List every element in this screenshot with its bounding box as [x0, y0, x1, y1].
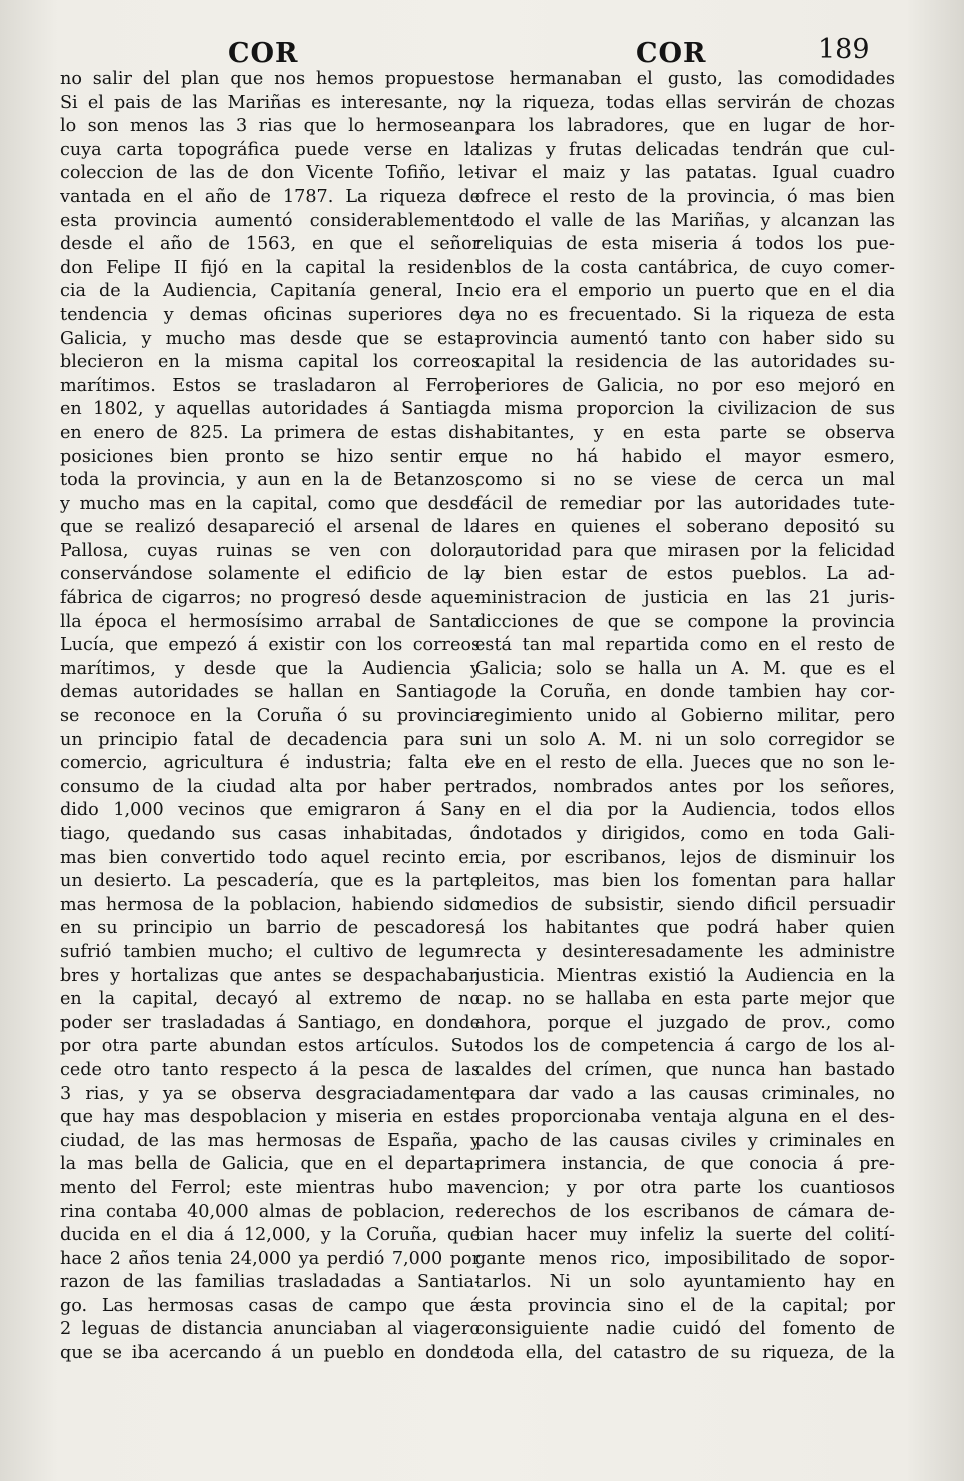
text-line: marítimos. Estos se trasladaron al Ferrol	[60, 375, 480, 396]
text-line: mento del Ferrol; este mientras hubo ma-	[60, 1177, 480, 1198]
text-line: como si no se viese de cerca un mal	[475, 470, 895, 491]
running-head-left: COR	[228, 38, 299, 69]
text-line: esta provincia aumentó considerablemente	[60, 210, 480, 231]
text-line: Galicia, y mucho mas desde que se esta-	[60, 328, 480, 349]
text-line: vantada en el año de 1787. La riqueza de	[60, 186, 480, 207]
text-line: tiago, quedando sus casas inhabitadas, ó	[60, 824, 480, 844]
text-line: y en el dia por la Audiencia, todos ellos	[475, 800, 895, 821]
text-line: que se iba acercando á un pueblo en donde	[60, 1343, 480, 1364]
text-line: reliquias de esta miseria á todos los pue-	[475, 234, 895, 255]
text-line: trados, nombrados antes por los señores,	[475, 776, 895, 797]
text-line: autoridad para que mirasen por la felicidad	[475, 540, 895, 561]
text-line: 2 leguas de distancia anunciaban al viagero	[60, 1319, 480, 1340]
text-line: tarlos. Ni un solo ayuntamiento hay en	[475, 1272, 895, 1293]
text-line: ducida en el dia á 12,000, y la Coruña, que	[60, 1225, 480, 1246]
text-line: rina contaba 40,000 almas de poblacion, re-	[60, 1201, 480, 1222]
text-line: demas autoridades se hallan en Santiago,	[60, 682, 480, 703]
text-line: en enero de 825. La primera de estas dis-	[60, 422, 480, 443]
text-line: la misma proporcion la civilizacion de sus	[475, 399, 895, 420]
text-line: cia, por escribanos, lejos de disminuir los	[475, 847, 895, 868]
text-line: todo el valle de las Mariñas, y alcanzan las	[475, 210, 895, 231]
text-line: comercio, agricultura é industria; falta el	[60, 753, 480, 774]
text-line: ahora, porque el juzgado de prov., como	[475, 1012, 895, 1033]
text-line: 3 rias, y ya se observa desgraciadamente	[60, 1083, 480, 1104]
text-line: capital la residencia de las autoridades su-	[475, 352, 895, 373]
text-line: tivar el maiz y las patatas. Igual cuadro	[475, 163, 895, 184]
text-line: pacho de las causas civiles y criminales en	[475, 1130, 895, 1151]
text-line: se reconoce en la Coruña ó su provincia	[60, 706, 480, 727]
text-line: y la riqueza, todas ellas servirán de chozas	[475, 92, 895, 113]
text-line: toda la provincia, y aun en la de Betanzos,	[60, 470, 480, 491]
text-line: consumo de la ciudad alta por haber per-	[60, 776, 480, 797]
page-number: 189	[818, 34, 870, 65]
text-line: esta provincia sino el de la capital; por	[475, 1295, 895, 1316]
text-line: la mas bella de Galicia, que en el departa-	[60, 1154, 480, 1175]
text-line: ve en el resto de ella. Jueces que no son le-	[475, 753, 895, 774]
text-line: posiciones bien pronto se hizo sentir en	[60, 446, 480, 467]
text-line: cio era el emporio un puerto que en el dia	[475, 281, 895, 302]
text-line: fábrica de cigarros; no progresó desde aque-	[60, 588, 480, 609]
right-text-column	[475, 68, 895, 1366]
text-line: cede otro tanto respecto á la pesca de las	[60, 1059, 480, 1080]
text-line: primera instancia, de que conocia á pre-	[475, 1154, 895, 1175]
text-line: lares en quienes el soberano depositó su	[475, 517, 895, 538]
text-line: coleccion de las de don Vicente Tofiño, le-	[60, 163, 480, 184]
text-line: está tan mal repartida como en el resto de	[475, 635, 895, 656]
text-line: lla época el hermosísimo arrabal de Santa	[60, 611, 480, 632]
text-line: dicciones de que se compone la provincia	[475, 611, 895, 632]
text-line: en la capital, decayó al extremo de no	[60, 989, 480, 1010]
text-line: consiguiente nadie cuidó del fomento de	[475, 1319, 895, 1340]
text-line: desde el año de 1563, en que el señor	[60, 234, 480, 255]
text-line: y mucho mas en la capital, como que desde	[60, 493, 480, 514]
text-line: justicia. Mientras existió la Audiencia en la	[475, 965, 895, 986]
text-line: Si el pais de las Mariñas es interesante, no	[60, 92, 480, 113]
text-line: en 1802, y aquellas autoridades á Santiago	[60, 399, 480, 420]
text-line: provincia aumentó tanto con haber sido su	[475, 328, 895, 349]
text-line: se hermanaban el gusto, las comodidades	[475, 69, 895, 89]
text-line: medios de subsistir, siendo dificil persuadir	[475, 894, 895, 915]
text-line: go. Las hermosas casas de campo que á	[60, 1295, 480, 1316]
text-line: caldes del crímen, que nunca han bastado	[475, 1059, 895, 1080]
text-line: no salir del plan que nos hemos propuesto.	[60, 69, 480, 89]
text-line: derechos de los escribanos de cámara de-	[475, 1201, 895, 1222]
text-line: sufrió tambien mucho; el cultivo de legum-	[60, 941, 480, 962]
text-line: ministracion de justicia en las 21 juris-	[475, 588, 895, 609]
text-line: regimiento unido al Gobierno militar, pero	[475, 706, 895, 727]
text-line: indotados y dirigidos, como en toda Gali-	[475, 824, 895, 844]
text-line: que se realizó desapareció el arsenal de la	[60, 517, 480, 538]
text-line: bian hacer muy infeliz la suerte del colití-	[475, 1225, 895, 1246]
text-line: un desierto. La pescadería, que es la parte	[60, 871, 480, 892]
text-line: dido 1,000 vecinos que emigraron á San-	[60, 800, 480, 821]
text-line: y bien estar de estos pueblos. La ad-	[475, 564, 895, 585]
text-line: ya no es frecuentado. Si la riqueza de esta	[475, 304, 895, 325]
text-line: habitantes, y en esta parte se observa	[475, 422, 895, 443]
text-line: gante menos rico, imposibilitado de sopor-	[475, 1248, 895, 1269]
text-line: pleitos, mas bien los fomentan para hallar	[475, 871, 895, 892]
text-line: tendencia y demas oficinas superiores de	[60, 304, 480, 325]
text-line: marítimos, y desde que la Audiencia y	[60, 658, 480, 679]
text-line: Lucía, que empezó á existir con los correos	[60, 635, 480, 656]
text-line: que no há habido el mayor esmero,	[475, 446, 895, 467]
running-head-right: COR	[636, 38, 707, 69]
left-text-column	[60, 68, 480, 1366]
text-line: en su principio un barrio de pescadores,	[60, 918, 480, 939]
text-line: Galicia; solo se halla un A. M. que es el	[475, 658, 895, 679]
text-line: bres y hortalizas que antes se despachaban	[60, 965, 480, 986]
text-line: don Felipe II fijó en la capital la residen-	[60, 257, 480, 278]
text-line: Pallosa, cuyas ruinas se ven con dolor,	[60, 540, 480, 561]
text-line: de la Coruña, en donde tambien hay cor-	[475, 682, 895, 703]
text-line: mas bien convertido todo aquel recinto en	[60, 847, 480, 868]
text-line: lo son menos las 3 rias que lo hermosean,	[60, 116, 480, 137]
text-line: todos los de competencia á cargo de los al-	[475, 1036, 895, 1057]
text-line: ofrece el resto de la provincia, ó mas bien	[475, 186, 895, 207]
text-line: poder ser trasladadas á Santiago, en donde	[60, 1012, 480, 1033]
text-line: blecieron en la misma capital los correos	[60, 352, 480, 373]
text-line: blos de la costa cantábrica, de cuyo comer-	[475, 257, 895, 278]
text-line: á los habitantes que podrá haber quien	[475, 918, 895, 939]
text-line: conservándose solamente el edificio de la	[60, 564, 480, 585]
text-line: fácil de remediar por las autoridades tute-	[475, 493, 895, 514]
text-line: ciudad, de las mas hermosas de España, y	[60, 1130, 480, 1151]
text-line: vencion; y por otra parte los cuantiosos	[475, 1177, 895, 1198]
text-line: periores de Galicia, no por eso mejoró en	[475, 375, 895, 396]
text-line: talizas y frutas delicadas tendrán que cul-	[475, 139, 895, 160]
text-line: cuya carta topográfica puede verse en la	[60, 139, 480, 160]
text-line: para los labradores, que en lugar de hor-	[475, 116, 895, 137]
text-line: ni un solo A. M. ni un solo corregidor se	[475, 729, 895, 750]
text-line: cap. no se hallaba en esta parte mejor que	[475, 989, 895, 1010]
text-line: hace 2 años tenia 24,000 ya perdió 7,000 por	[60, 1248, 480, 1269]
text-line: razon de las familias trasladadas a Santia-	[60, 1272, 480, 1293]
text-line: toda ella, del catastro de su riqueza, de la	[475, 1343, 895, 1364]
text-line: que hay mas despoblacion y miseria en esta	[60, 1107, 480, 1128]
text-line: mas hermosa de la poblacion, habiendo sido	[60, 894, 480, 915]
text-line: un principio fatal de decadencia para su	[60, 729, 480, 750]
text-line: para dar vado a las causas criminales, no	[475, 1083, 895, 1104]
text-line: recta y desinteresadamente les administre	[475, 941, 895, 962]
text-line: les proporcionaba ventaja alguna en el des-	[475, 1107, 895, 1128]
text-line: cia de la Audiencia, Capitanía general, In-	[60, 281, 480, 302]
text-line: por otra parte abundan estos artículos. Su-	[60, 1036, 480, 1057]
